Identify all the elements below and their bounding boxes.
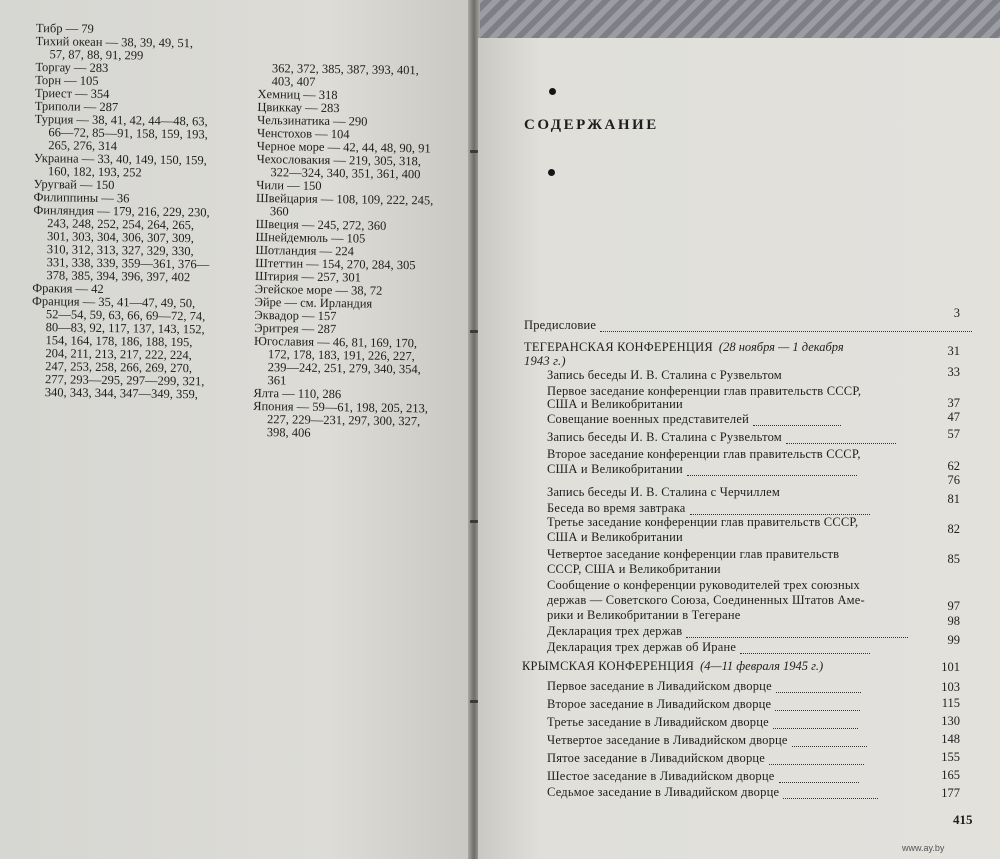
- toc-entry: [547, 502, 870, 515]
- toc-entry: [547, 369, 782, 382]
- index-entry: 239—242, 251, 279, 340, 354,: [267, 360, 421, 377]
- dot-leader: [775, 700, 860, 711]
- index-entry: Торгау — 283: [35, 59, 109, 76]
- toc-page-number: 33: [947, 365, 960, 379]
- toc-entry-dates: (4—11 февраля 1945 г.): [700, 659, 824, 673]
- toc-page-number: 103: [941, 680, 960, 694]
- index-entry: Турция — 38, 41, 42, 44—48, 63,: [34, 111, 208, 129]
- index-entry: Финляндия — 179, 216, 229, 230,: [33, 202, 210, 220]
- toc-page-number: 130: [941, 714, 960, 728]
- toc-page-number: 37: [947, 396, 960, 410]
- binding-stitch: [470, 700, 478, 703]
- toc-entry: [547, 698, 860, 711]
- toc-entry-label: держав — Советского Союза, Соединенных Штатов Аме-: [547, 593, 865, 607]
- toc-page-number: 82: [947, 522, 960, 536]
- toc-page-number: 47: [947, 410, 960, 424]
- dot-leader: [792, 736, 867, 747]
- index-entry: Чехословакия — 219, 305, 318,: [256, 151, 422, 169]
- toc-entry-label: Четвертое заседание в Ливадийском дворце: [547, 733, 788, 747]
- index-entry: 331, 338, 339, 359—361, 376—: [46, 255, 210, 272]
- toc-page-number: 81: [947, 492, 960, 506]
- toc-entry-label: Запись беседы И. В. Сталина с Рузвельтом: [547, 368, 782, 382]
- toc-entry-label: США и Великобритании: [547, 530, 683, 544]
- index-entry: Эгейское море — 38, 72: [254, 281, 383, 298]
- index-entry: 322—324, 340, 351, 361, 400: [270, 165, 421, 182]
- index-entry: 265, 276, 314: [48, 138, 118, 154]
- toc-page-number: 3: [953, 306, 960, 320]
- index-entry: 277, 293—295, 297—299, 321,: [44, 372, 205, 389]
- toc-entry-label: Предисловие: [524, 318, 597, 332]
- index-entry: 310, 312, 313, 327, 329, 330,: [46, 242, 194, 259]
- index-entry: Ялта — 110, 286: [253, 385, 342, 402]
- index-entry: Цвиккау — 283: [257, 99, 340, 116]
- toc-entry-label: Третье заседание конференции глав правительств СССР,: [547, 515, 859, 529]
- index-entry: Эквадор — 157: [254, 307, 337, 324]
- index-entry: Штирия — 257, 301: [254, 268, 362, 285]
- index-entry: Эритрея — 287: [254, 320, 337, 337]
- dot-leader: [779, 772, 859, 783]
- toc-entry: [547, 579, 860, 592]
- dot-leader: [783, 788, 878, 799]
- toc-page-number: 76: [947, 473, 960, 487]
- toc-entry-label: Запись беседы И. В. Сталина с Черчиллем: [547, 485, 781, 499]
- index-entry: 227, 229—231, 297, 300, 327,: [266, 412, 421, 429]
- dot-leader: [773, 718, 858, 729]
- toc-entry: [547, 716, 858, 729]
- toc-entry: [524, 341, 844, 354]
- toc-page-number: 101: [941, 660, 960, 674]
- index-entry: 172, 178, 183, 191, 226, 227,: [267, 347, 415, 364]
- index-entry: 360: [269, 204, 289, 219]
- bullet-dot-icon: [549, 88, 556, 95]
- toc-page-number: 99: [947, 633, 960, 647]
- dot-leader: [776, 682, 861, 693]
- dot-leader: [740, 643, 870, 654]
- toc-entry-label: Сообщение о конференции руководителей трех союзных: [547, 578, 860, 592]
- toc-entry-label: США и Великобритании: [547, 397, 683, 411]
- index-column-2: [253, 62, 463, 442]
- toc-entry: [547, 680, 861, 693]
- dot-leader: [600, 321, 972, 332]
- index-entry: Эйре — см. Ирландия: [254, 294, 373, 311]
- toc-entry: [547, 431, 896, 444]
- toc-entry-label: СССР, США и Великобритании: [547, 562, 721, 576]
- dot-leader: [690, 504, 870, 515]
- toc-page-number: 148: [941, 732, 960, 746]
- toc-entry-label: рики и Великобритании в Тегеране: [547, 608, 741, 622]
- index-entry: Штеттин — 154, 270, 284, 305: [255, 255, 416, 273]
- index-entry: Уругвай — 150: [33, 176, 115, 193]
- index-entry: Шотландия — 224: [255, 242, 355, 259]
- index-entry: Франция — 35, 41—47, 49, 50,: [32, 293, 196, 311]
- dot-leader: [753, 415, 841, 426]
- index-entry: Тихий океан — 38, 39, 49, 51,: [35, 33, 194, 51]
- index-entry: Черное море — 42, 44, 48, 90, 91: [256, 138, 431, 156]
- toc-entry: [547, 734, 867, 747]
- toc-entry: [547, 463, 857, 476]
- toc-entry: [547, 548, 839, 561]
- binding-stitch: [470, 520, 478, 523]
- index-entry: 154, 164, 178, 186, 188, 195,: [45, 333, 193, 350]
- index-entry: Хемниц — 318: [257, 86, 338, 103]
- toc-entry: [547, 594, 865, 607]
- index-entry: Швейцария — 108, 109, 222, 245,: [256, 190, 434, 208]
- toc-page-number: 62: [947, 459, 960, 473]
- toc-page-number: 165: [941, 768, 960, 782]
- toc-entry: [547, 486, 780, 499]
- toc-entry-label: Декларация трех держав: [547, 624, 683, 638]
- toc-entry-label: 1943 г.): [524, 354, 566, 368]
- toc-entry: [547, 752, 864, 765]
- dot-leader: [687, 465, 857, 476]
- toc-entry-label: Первое заседание конференции глав правительств СССР,: [547, 384, 862, 398]
- toc-page-number: 97: [947, 599, 960, 613]
- index-entry: 398, 406: [266, 425, 311, 440]
- index-entry: Фракия — 42: [32, 280, 104, 296]
- toc-entry-label: Седьмое заседание в Ливадийском дворце: [547, 785, 780, 799]
- binding-stitch: [470, 330, 478, 333]
- toc-title: СОДЕРЖАНИЕ: [524, 117, 659, 133]
- index-entry: 160, 182, 193, 252: [47, 164, 142, 180]
- index-entry: Ченстохов — 104: [256, 125, 350, 142]
- toc-entry-label: Запись беседы И. В. Сталина с Рузвельтом: [547, 430, 782, 444]
- toc-entry: [547, 413, 841, 426]
- index-entry: 340, 343, 344, 347—349, 359,: [44, 385, 199, 402]
- toc-entry-label: КРЫМСКАЯ КОНФЕРЕНЦИЯ: [522, 659, 695, 673]
- index-entry: Швеция — 245, 272, 360: [255, 216, 387, 233]
- index-entry: Япония — 59—61, 198, 205, 213,: [253, 398, 429, 416]
- index-entry: 66—72, 85—91, 158, 159, 193,: [48, 125, 208, 142]
- toc-entry-dates: (28 ноября — 1 декабря: [718, 340, 844, 354]
- index-entry: 57, 87, 88, 91, 299: [49, 47, 144, 63]
- left-page: [0, 0, 470, 859]
- toc-entry-label: Второе заседание в Ливадийском дворце: [547, 697, 772, 711]
- index-entry: Чельзинатика — 290: [257, 112, 368, 129]
- index-entry: 403, 407: [271, 74, 316, 89]
- index-entry: 247, 253, 258, 266, 269, 270,: [45, 359, 193, 376]
- dot-leader: [686, 627, 908, 638]
- index-entry: Торн — 105: [35, 72, 99, 88]
- index-entry: Югославия — 46, 81, 169, 170,: [254, 333, 418, 351]
- toc-entry: [547, 448, 861, 461]
- toc-entry-label: Второе заседание конференции глав правительств СССР,: [547, 447, 861, 461]
- toc-entry-label: Пятое заседание в Ливадийском дворце: [547, 751, 766, 765]
- toc-page-number: 177: [941, 786, 960, 800]
- toc-entry: [547, 770, 859, 783]
- toc-page-number: 85: [947, 552, 960, 566]
- toc-entry: [524, 319, 972, 332]
- toc-page-number: 98: [947, 614, 960, 628]
- toc-entry-label: Декларация трех держав об Иране: [547, 640, 737, 654]
- toc-entry: [547, 625, 908, 638]
- toc-entry: [547, 531, 683, 544]
- index-entry: 378, 385, 394, 396, 397, 402: [46, 268, 191, 285]
- index-entry: 361: [267, 373, 287, 388]
- index-entry: Триполи — 287: [34, 98, 119, 115]
- index-entry: Шнейдемюль — 105: [255, 229, 366, 246]
- toc-entry-label: Совещание военных представителей: [547, 412, 749, 426]
- dot-leader: [786, 433, 896, 444]
- index-entry: Филиппины — 36: [33, 189, 130, 206]
- bullet-dot-icon: [548, 169, 555, 176]
- watermark: www.ay.by: [902, 843, 945, 853]
- toc-entry: [547, 563, 721, 576]
- toc-entry: [547, 786, 878, 799]
- toc-entry-label: Четвертое заседание конференции глав правительств: [547, 547, 840, 561]
- toc-entry-label: США и Великобритании: [547, 462, 683, 476]
- dot-leader: [769, 754, 864, 765]
- toc-entry-label: ТЕГЕРАНСКАЯ КОНФЕРЕНЦИЯ: [524, 340, 713, 354]
- index-entry: 52—54, 59, 63, 66, 69—72, 74,: [45, 307, 206, 324]
- toc-entry: [524, 355, 566, 368]
- index-entry: Украина — 33, 40, 149, 150, 159,: [34, 150, 207, 168]
- binding-stitch: [470, 150, 478, 153]
- index-entry: 243, 248, 252, 254, 264, 265,: [47, 216, 195, 233]
- index-entry: 204, 211, 213, 217, 222, 224,: [45, 346, 192, 363]
- page-number: 415: [953, 812, 973, 827]
- toc-entry: [547, 516, 858, 529]
- toc-entry-label: Беседа во время завтрака: [547, 501, 686, 515]
- toc-entry: [522, 660, 823, 673]
- index-column-1: [31, 22, 251, 402]
- index-entry: Тибр — 79: [35, 21, 94, 36]
- toc-entry-label: Первое заседание в Ливадийском дворце: [547, 679, 772, 693]
- toc-page-number: 57: [947, 427, 960, 441]
- toc-page-number: 115: [941, 696, 960, 710]
- toc-page-number: 155: [941, 750, 960, 764]
- toc-page-number: 31: [947, 344, 960, 358]
- toc-entry: [547, 641, 870, 654]
- index-entry: Триест — 354: [34, 85, 110, 102]
- toc-entry-label: Третье заседание в Ливадийском дворце: [547, 715, 769, 729]
- index-entry: 362, 372, 385, 387, 393, 401,: [271, 61, 419, 78]
- toc-entry: [547, 609, 740, 622]
- index-entry: 80—83, 92, 117, 137, 143, 152,: [45, 320, 205, 337]
- index-entry: 301, 303, 304, 306, 307, 309,: [46, 229, 194, 246]
- toc-entry-label: Шестое заседание в Ливадийском дворце: [547, 769, 775, 783]
- toc-entry: [547, 398, 683, 411]
- index-entry: Чили — 150: [256, 177, 322, 193]
